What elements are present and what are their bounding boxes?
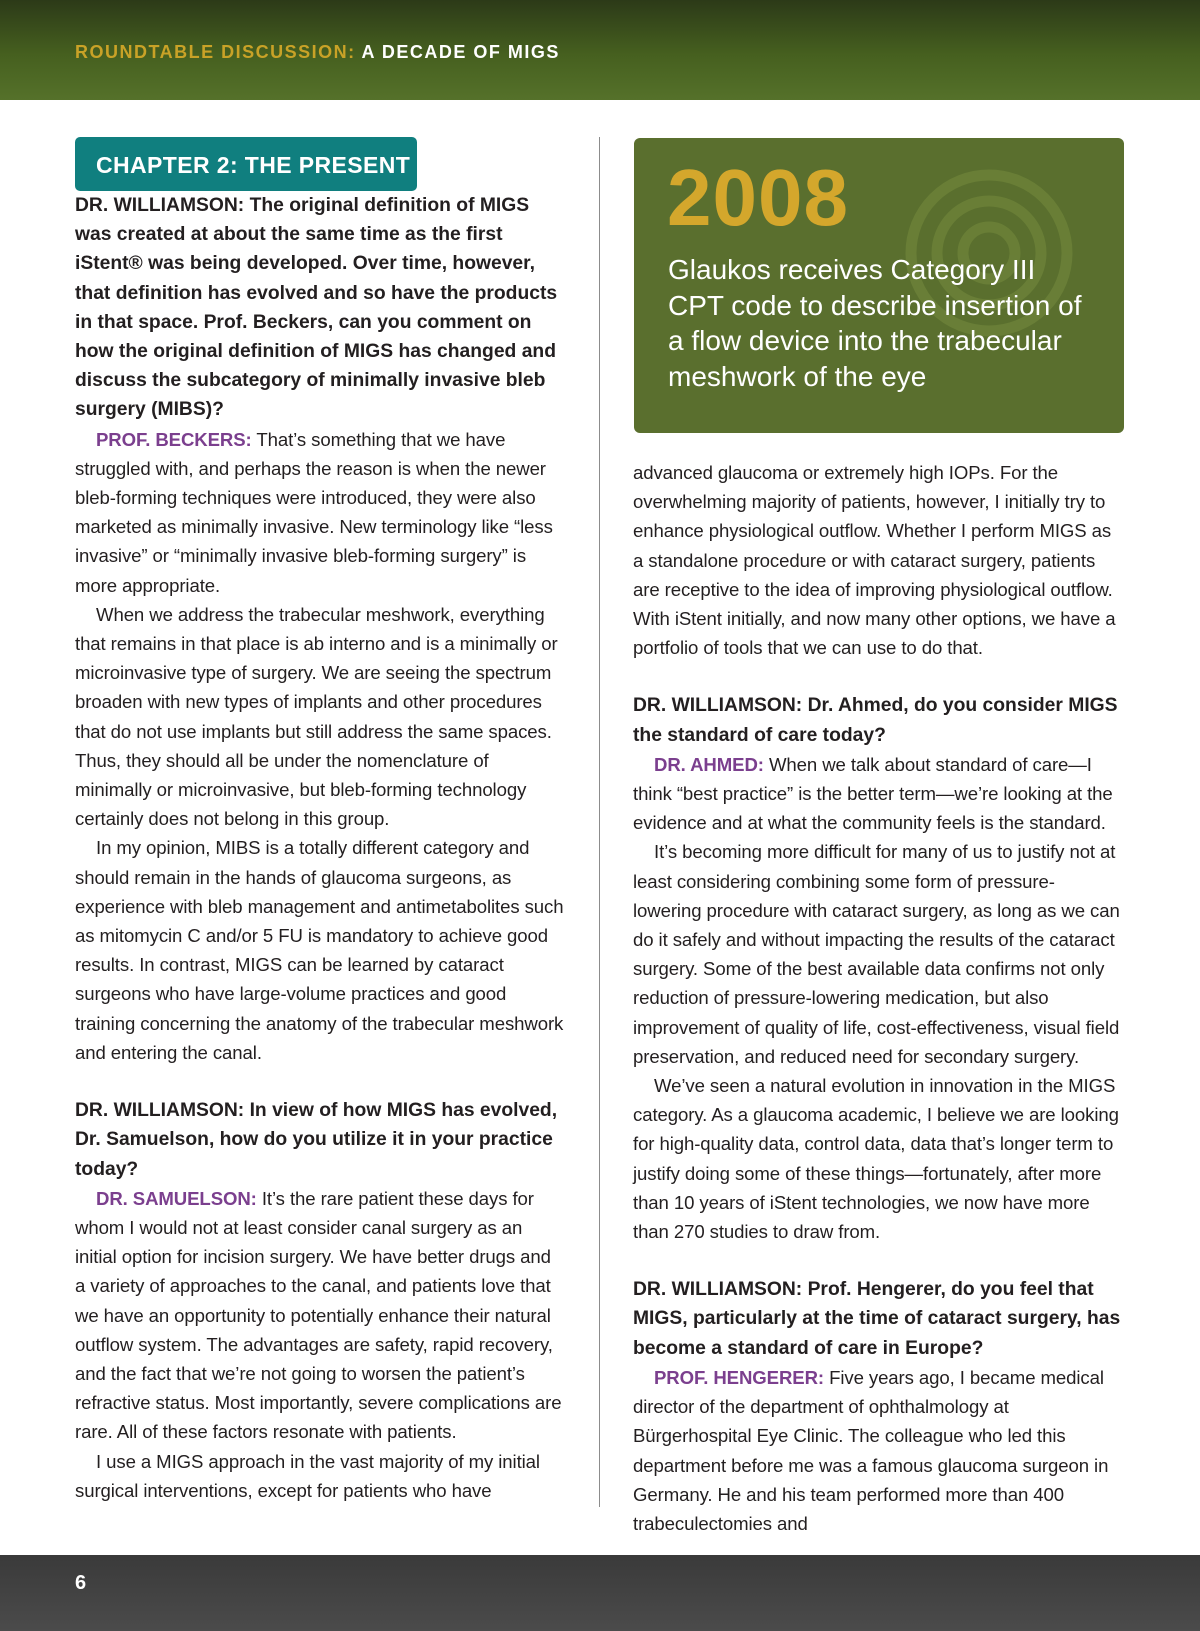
header-section-title: A DECADE OF MIGS [361,42,560,62]
header-section-label: ROUNDTABLE DISCUSSION: [75,42,356,62]
answer-3-text: When we talk about standard of care—I think “best practice” is the better term—we’re looking at the evidence and at what the community feels is the standard. [633,753,1113,834]
speaker-ahmed: DR. AHMED: [654,753,764,775]
answer-2-text: It’s the rare patient these days for whom I would not at least consider canal surgery as an initial option for incision surgery. We have better drugs and a variety of approaches to the canal, and patients love that we have an opportunity to potentially enhance their natural outflow system. The advantages are safety, rapid recovery, and the fact that we’re not going to worsen the patient’s refractive status. Most importantly, severe complications are rare. All of these factors resonate with patients. [75,1187,562,1443]
timeline-callout [634,138,1124,433]
speaker-beckers: PROF. BECKERS: [96,428,252,450]
answer-1 [75,425,565,600]
left-column [75,191,565,1505]
question-3: DR. WILLIAMSON: Dr. Ahmed, do you consider MIGS the standard of care today? [633,695,1118,746]
running-header [75,42,560,63]
right-column [633,458,1123,1538]
answer-1-text: That’s something that we have struggled with, and perhaps the reason is when the newer bleb-forming techniques were introduced, they were also marketed as minimally invasive. New terminology like “less invasive” or “minimally invasive bleb-forming surgery” is more appropriate. [75,428,553,596]
continued-answer: advanced glaucoma or extremely high IOPs. For the overwhelming majority of patients, however, I initially try to enhance physiological outflow. Whether I perform MIGS as a standalone procedure or with cataract surgery, patients are receptive to the idea of improving physiological outflow. With iStent initially, and now many other options, we have a portfolio of tools that we can use to do that. [633,462,1116,659]
page-header-bar [0,0,1200,100]
page-footer-bar [0,1555,1200,1631]
callout-text: Glaukos receives Category III CPT code to describe insertion of a flow device into the trabecular meshwork of the eye [668,254,1082,392]
answer-1-paragraph-2: When we address the trabecular meshwork, everything that remains in that place is ab interno and is a minimally or microinvasive type of surgery. We are seeing the spectrum broaden with new types of implants and other procedures that do not use implants but still address the same spaces. Thus, they should all be under the nomenclature of minimally or microinvasive, but bleb-forming technology certainly does not belong in this group. [75,603,558,830]
question-1: DR. WILLIAMSON: The original definition of MIGS was created at about the same time as the first iStent® was being developed. Over time, however, that definition has evolved and so have the products in that space. Prof. Beckers, can you comment on how the original definition of MIGS has changed and discuss the subcategory of minimally invasive bleb surgery (MIBS)? [75,195,558,421]
page-number: 6 [75,1572,87,1594]
question-2: DR. WILLIAMSON: In view of how MIGS has evolved, Dr. Samuelson, how do you utilize it in your practice today? [75,1100,558,1180]
chapter-heading: CHAPTER 2: THE PRESENT [75,137,417,191]
answer-4-text: Five years ago, I became medical director of the department of ophthalmology at Bürgerhospital Eye Clinic. The colleague who led this department before me was a famous glaucoma surgeon in Germany. He and his team performed more than 400 trabeculectomies and [633,1366,1109,1534]
column-divider [599,137,600,1507]
answer-3-paragraph-3: We’ve seen a natural evolution in innovation in the MIGS category. As a glaucoma academic, I believe we are looking for high-quality data, control data, data that’s longer term to justify doing some of these things—fortunately, after more than 10 years of iStent technologies, we now have more than 270 studies to draw from. [633,1075,1119,1243]
answer-1-paragraph-3: In my opinion, MIBS is a totally different category and should remain in the hands of glaucoma surgeons, as experience with bleb management and antimetabolites such as mitomycin C and/or 5 FU is mandatory to achieve good results. In contrast, MIGS can be learned by cataract surgeons who have large-volume practices and good training concerning the anatomy of the trabecular meshwork and entering the canal. [75,837,564,1063]
answer-2 [75,1184,565,1447]
speaker-hengerer: PROF. HENGERER: [654,1366,824,1388]
answer-3-paragraph-2: It’s becoming more difficult for many of us to justify not at least considering combining some form of pressure-lowering procedure with cataract surgery, as long as we can do it safely and without impacting the results of the cataract surgery. Some of the best available data confirms not only reduction of pressure-lowering medication, but also improvement of quality of life, cost-effectiveness, visual field preservation, and reduced need for secondary surgery. [633,841,1120,1067]
answer-2-paragraph-2: I use a MIGS approach in the vast majority of my initial surgical interventions, except for patients who have [75,1450,540,1501]
answer-4 [633,1363,1123,1538]
question-4: DR. WILLIAMSON: Prof. Hengerer, do you feel that MIGS, particularly at the time of cataract surgery, has become a standard of care in Europe? [633,1279,1121,1359]
answer-3 [633,750,1123,838]
callout-year: 2008 [667,153,849,242]
speaker-samuelson: DR. SAMUELSON: [96,1187,257,1209]
